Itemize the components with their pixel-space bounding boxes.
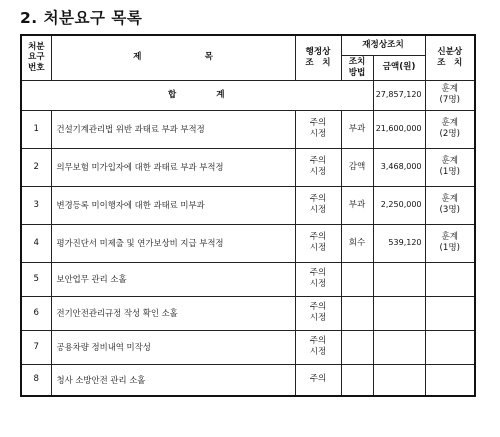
row-admin-action: 주의 시정	[295, 110, 341, 148]
row-personal-action: 훈계 (1명)	[425, 148, 475, 186]
row-subject: 전기안전관리규정 작성 확인 소홀	[51, 296, 295, 330]
row-personal-action: 훈계 (2명)	[425, 110, 475, 148]
total-amount: 27,857,120	[373, 80, 425, 110]
table-row	[21, 296, 475, 330]
row-financial-amount	[373, 330, 425, 364]
header-subject-left: 제	[133, 52, 142, 63]
header-financial-group: 재정상조치	[341, 35, 425, 55]
disposition-table	[20, 34, 476, 397]
row-subject: 의무보험 미가입자에 대한 과태료 부과 부적정	[51, 148, 295, 186]
row-subject: 공용차량 정비내역 미작성	[51, 330, 295, 364]
table-row	[21, 224, 475, 262]
row-admin-action: 주의 시정	[295, 262, 341, 296]
total-row	[21, 80, 475, 110]
table-row	[21, 186, 475, 224]
table-row	[21, 110, 475, 148]
header-personal-action: 신분상 조 치	[425, 35, 475, 80]
header-financial-amount: 금액(원)	[373, 55, 425, 80]
row-financial-method: 부과	[341, 186, 373, 224]
row-no: 2	[21, 148, 51, 186]
row-financial-method: 감액	[341, 148, 373, 186]
row-financial-method: 부과	[341, 110, 373, 148]
row-financial-amount	[373, 262, 425, 296]
header-row-1	[21, 35, 475, 55]
row-no: 3	[21, 186, 51, 224]
row-subject: 평가진단서 미제출 및 연가보상비 지급 부적정	[51, 224, 295, 262]
row-financial-amount	[373, 296, 425, 330]
table-row	[21, 330, 475, 364]
row-financial-amount: 539,120	[373, 224, 425, 262]
header-financial-method: 조치 방법	[341, 55, 373, 80]
row-admin-action: 주의 시정	[295, 224, 341, 262]
row-personal-action: 훈계 (1명)	[425, 224, 475, 262]
section-title: 2. 처분요구 목록	[20, 9, 143, 27]
row-personal-action: 훈계 (3명)	[425, 186, 475, 224]
total-personal: 훈계 (7명)	[425, 80, 475, 110]
row-subject: 건설기계관리법 위반 과태료 부과 부적정	[51, 110, 295, 148]
row-subject: 청사 소방안전 관리 소홀	[51, 364, 295, 396]
header-admin-action: 행정상 조 치	[295, 35, 341, 80]
row-financial-amount: 21,600,000	[373, 110, 425, 148]
row-personal-action	[425, 296, 475, 330]
row-financial-amount	[373, 364, 425, 396]
row-financial-method: 회수	[341, 224, 373, 262]
row-admin-action: 주의 시정	[295, 148, 341, 186]
row-admin-action: 주의	[295, 364, 341, 396]
header-no: 처분 요구 번호	[21, 35, 51, 80]
row-financial-method	[341, 262, 373, 296]
row-admin-action: 주의 시정	[295, 186, 341, 224]
row-no: 5	[21, 262, 51, 296]
row-financial-method	[341, 330, 373, 364]
table-row	[21, 364, 475, 396]
row-personal-action	[425, 364, 475, 396]
row-financial-method	[341, 364, 373, 396]
row-personal-action	[425, 330, 475, 364]
row-subject: 보안업무 관리 소홀	[51, 262, 295, 296]
row-subject: 변경등록 미이행자에 대한 과태료 미부과	[51, 186, 295, 224]
row-no: 7	[21, 330, 51, 364]
row-admin-action: 주의 시정	[295, 296, 341, 330]
row-personal-action	[425, 262, 475, 296]
row-financial-amount: 2,250,000	[373, 186, 425, 224]
table-row	[21, 262, 475, 296]
total-label	[21, 80, 373, 110]
row-no: 1	[21, 110, 51, 148]
row-financial-amount: 3,468,000	[373, 148, 425, 186]
row-no: 4	[21, 224, 51, 262]
row-admin-action: 주의 시정	[295, 330, 341, 364]
total-label-left: 합	[167, 89, 179, 100]
row-no: 8	[21, 364, 51, 396]
header-subject-right: 목	[204, 52, 213, 63]
row-no: 6	[21, 296, 51, 330]
header-subject	[51, 35, 295, 80]
table-row	[21, 148, 475, 186]
row-financial-method	[341, 296, 373, 330]
total-label-right: 계	[216, 89, 227, 100]
